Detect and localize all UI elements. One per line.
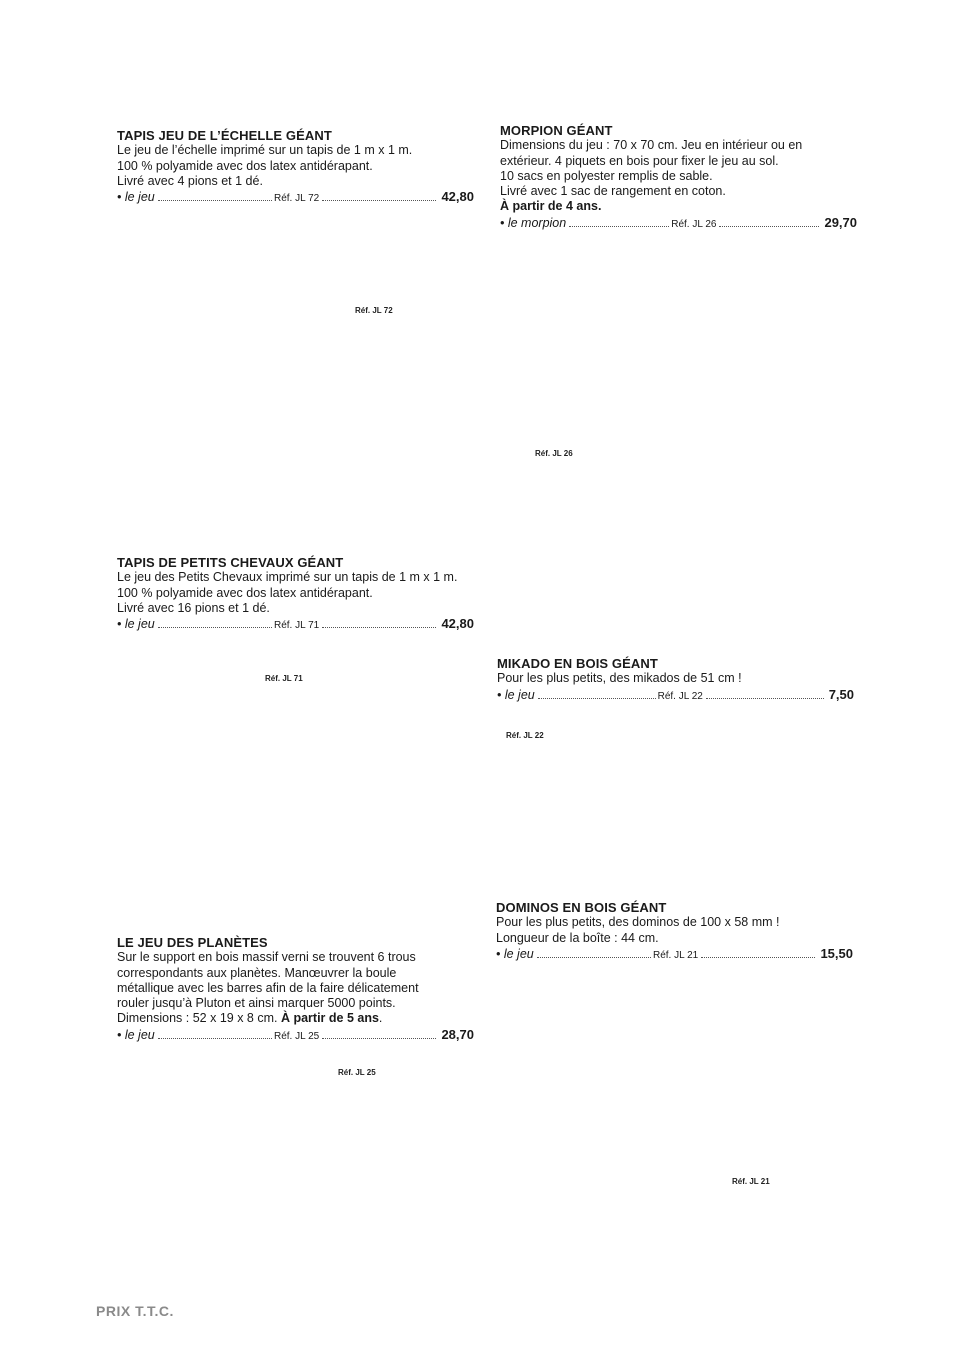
item-label: • le jeu [117, 617, 155, 632]
item-price: 29,70 [824, 214, 858, 230]
leader-dots [701, 957, 815, 958]
product-description-line: rouler jusqu’à Pluton et ainsi marquer 5000 points. [117, 996, 396, 1011]
price-row [496, 946, 853, 963]
product-description-line: Le jeu des Petits Chevaux imprimé sur un tapis de 1 m x 1 m. [117, 570, 458, 585]
product-description-line: 10 sacs en polyester remplis de sable. [500, 168, 713, 183]
product-mikado [497, 656, 854, 704]
item-ref: Réf. JL 72 [273, 193, 320, 205]
item-label: • le jeu [117, 190, 155, 205]
product-title: MORPION GÉANT [500, 123, 613, 138]
image-caption-jl25: Réf. JL 25 [338, 1068, 376, 1077]
leader-dots [569, 226, 669, 227]
image-caption-jl21: Réf. JL 21 [732, 1177, 770, 1186]
image-caption-jl26: Réf. JL 26 [535, 449, 573, 458]
product-title: DOMINOS EN BOIS GÉANT [496, 900, 667, 915]
image-caption-jl22: Réf. JL 22 [506, 731, 544, 740]
price-row [497, 687, 854, 704]
item-label: • le morpion [500, 215, 567, 230]
product-title: LE JEU DES PLANÈTES [117, 935, 268, 950]
leader-dots [158, 627, 272, 628]
item-price: 28,70 [441, 1026, 474, 1042]
product-title: TAPIS JEU DE L’ÉCHELLE GÉANT [117, 128, 332, 143]
leader-dots [719, 226, 819, 227]
age-recommendation: À partir de 5 ans [280, 1011, 379, 1026]
product-description-line [117, 1011, 474, 1026]
product-description-line: Longueur de la boîte : 44 cm. [496, 930, 659, 945]
item-price: 15,50 [820, 945, 853, 961]
image-caption-jl71: Réf. JL 71 [265, 674, 303, 683]
price-row [117, 616, 474, 633]
item-ref: Réf. JL 25 [273, 1030, 320, 1042]
product-description-line: Livré avec 16 pions et 1 dé. [117, 600, 270, 615]
image-caption-jl72: Réf. JL 72 [355, 306, 393, 315]
product-morpion [500, 123, 857, 232]
price-row [117, 1027, 474, 1044]
product-title: TAPIS DE PETITS CHEVAUX GÉANT [117, 555, 344, 570]
product-dominos [496, 900, 853, 963]
product-description-line: 100 % polyamide avec dos latex antidérapant. [117, 585, 373, 600]
product-description-line: Sur le support en bois massif verni se trouvent 6 trous [117, 950, 416, 965]
item-price: 42,80 [441, 616, 474, 632]
item-ref: Réf. JL 21 [652, 949, 699, 961]
price-row [117, 189, 474, 206]
product-description-line: 100 % polyamide avec dos latex antidérapant. [117, 158, 373, 173]
product-description-line: extérieur. 4 piquets en bois pour fixer le jeu au sol. [500, 153, 779, 168]
product-description-line: Pour les plus petits, des dominos de 100 x 58 mm ! [496, 915, 780, 930]
footer-prix-ttc: PRIX T.T.C. [96, 1303, 174, 1319]
price-row [500, 215, 857, 232]
product-planetes [117, 935, 474, 1044]
leader-dots [322, 1038, 436, 1039]
item-label: • le jeu [117, 1027, 155, 1042]
sentence-end: . [378, 1011, 383, 1026]
product-description-line: Livré avec 1 sac de rangement en coton. [500, 184, 726, 199]
product-description-line: Pour les plus petits, des mikados de 51 cm ! [497, 671, 742, 686]
item-label: • le jeu [497, 687, 535, 702]
product-description-line: métallique avec les barres afin de la faire délicatement [117, 980, 419, 995]
item-price: 7,50 [828, 686, 855, 702]
leader-dots [538, 698, 656, 699]
leader-dots [322, 200, 436, 201]
item-ref: Réf. JL 26 [671, 218, 717, 230]
leader-dots [158, 1038, 272, 1039]
leader-dots [322, 627, 436, 628]
leader-dots [706, 698, 824, 699]
item-ref: Réf. JL 22 [657, 690, 703, 702]
product-title: MIKADO EN BOIS GÉANT [497, 656, 658, 671]
leader-dots [537, 957, 651, 958]
product-description-line: Livré avec 4 pions et 1 dé. [117, 173, 263, 188]
product-description-line: correspondants aux planètes. Manœuvrer la boule [117, 965, 397, 980]
item-price: 42,80 [441, 189, 474, 205]
product-description-line: Dimensions du jeu : 70 x 70 cm. Jeu en intérieur ou en [500, 138, 803, 153]
item-label: • le jeu [496, 946, 534, 961]
product-description-line: Le jeu de l’échelle imprimé sur un tapis de 1 m x 1 m. [117, 143, 413, 158]
item-ref: Réf. JL 71 [273, 620, 320, 632]
age-recommendation: À partir de 4 ans. [500, 199, 602, 214]
leader-dots [158, 200, 272, 201]
product-petits-chevaux [117, 555, 474, 633]
dimensions-text: Dimensions : 52 x 19 x 8 cm. [117, 1011, 278, 1026]
product-echelle [117, 128, 474, 206]
